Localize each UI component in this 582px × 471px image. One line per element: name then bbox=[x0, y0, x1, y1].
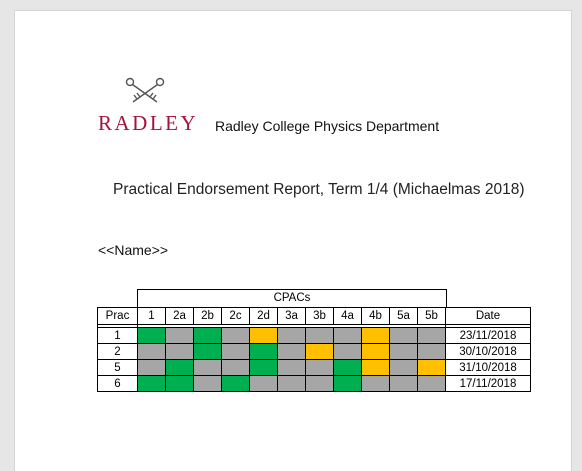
prac-number: 6 bbox=[98, 376, 138, 392]
cpac-cell-4a bbox=[334, 360, 362, 376]
cpac-header-2d: 2d bbox=[250, 308, 278, 325]
cpac-cell-2c bbox=[222, 360, 250, 376]
prac-header: Prac bbox=[98, 308, 138, 325]
cpac-cell-5b bbox=[418, 360, 446, 376]
cpac-cell-5a bbox=[390, 328, 418, 344]
cpac-cell-4a bbox=[334, 344, 362, 360]
cpac-cell-2c bbox=[222, 328, 250, 344]
cpac-cell-2a bbox=[166, 360, 194, 376]
cpac-cell-1 bbox=[138, 360, 166, 376]
cpac-header-5b: 5b bbox=[418, 308, 446, 325]
cpac-cell-1 bbox=[138, 376, 166, 392]
cpac-cell-2a bbox=[166, 328, 194, 344]
cpac-header-3a: 3a bbox=[278, 308, 306, 325]
cpac-cell-5a bbox=[390, 344, 418, 360]
date-cell: 23/11/2018 bbox=[446, 328, 531, 344]
table-row bbox=[98, 360, 531, 376]
cpac-cell-2b bbox=[194, 360, 222, 376]
cpac-cell-3a bbox=[278, 328, 306, 344]
document-page bbox=[14, 10, 572, 471]
cpac-cell-2c bbox=[222, 376, 250, 392]
cpac-header-4a: 4a bbox=[334, 308, 362, 325]
date-header: Date bbox=[446, 308, 531, 325]
table-row bbox=[98, 344, 531, 360]
cpac-header-2a: 2a bbox=[166, 308, 194, 325]
cpac-header-3b: 3b bbox=[306, 308, 334, 325]
cpac-cell-2a bbox=[166, 376, 194, 392]
cpac-cell-2c bbox=[222, 344, 250, 360]
date-cell: 17/11/2018 bbox=[446, 376, 531, 392]
table-row bbox=[98, 376, 531, 392]
cpac-header-5a: 5a bbox=[390, 308, 418, 325]
date-cell: 31/10/2018 bbox=[446, 360, 531, 376]
header-row bbox=[98, 308, 531, 325]
cpac-cell-3b bbox=[306, 328, 334, 344]
radley-logo: RADLEY bbox=[98, 111, 199, 135]
crossed-keys-icon bbox=[123, 77, 167, 105]
cpac-cell-1 bbox=[138, 344, 166, 360]
cpac-cell-5a bbox=[390, 376, 418, 392]
cpac-cell-4b bbox=[362, 360, 390, 376]
cpac-cell-3b bbox=[306, 344, 334, 360]
cpac-cell-4a bbox=[334, 328, 362, 344]
cpac-cell-2d bbox=[250, 376, 278, 392]
cpac-table bbox=[97, 307, 531, 392]
cpac-header-1: 1 bbox=[138, 308, 166, 325]
cpac-header-2c: 2c bbox=[222, 308, 250, 325]
prac-number: 5 bbox=[98, 360, 138, 376]
cpacs-group-header: CPACs bbox=[137, 289, 447, 307]
cpac-cell-3a bbox=[278, 360, 306, 376]
cpac-cell-1 bbox=[138, 328, 166, 344]
date-cell: 30/10/2018 bbox=[446, 344, 531, 360]
cpac-cell-3b bbox=[306, 360, 334, 376]
cpac-cell-3a bbox=[278, 376, 306, 392]
cpac-cell-4b bbox=[362, 376, 390, 392]
cpac-cell-4b bbox=[362, 344, 390, 360]
student-name-placeholder: <<Name>> bbox=[98, 242, 169, 258]
department-name: Radley College Physics Department bbox=[215, 118, 440, 134]
report-title: Practical Endorsement Report, Term 1/4 (Michaelmas 2018) bbox=[113, 181, 525, 198]
table-row bbox=[98, 328, 531, 344]
cpac-header-4b: 4b bbox=[362, 308, 390, 325]
cpac-cell-2d bbox=[250, 360, 278, 376]
cpac-cell-5a bbox=[390, 360, 418, 376]
cpac-cell-3b bbox=[306, 376, 334, 392]
cpac-header-2b: 2b bbox=[194, 308, 222, 325]
cpac-cell-3a bbox=[278, 344, 306, 360]
cpac-cell-5b bbox=[418, 344, 446, 360]
cpac-cell-2b bbox=[194, 344, 222, 360]
cpac-cell-4a bbox=[334, 376, 362, 392]
prac-number: 1 bbox=[98, 328, 138, 344]
cpac-cell-2b bbox=[194, 376, 222, 392]
cpac-cell-4b bbox=[362, 328, 390, 344]
cpac-cell-2d bbox=[250, 344, 278, 360]
prac-number: 2 bbox=[98, 344, 138, 360]
cpac-cell-2b bbox=[194, 328, 222, 344]
cpac-cell-2d bbox=[250, 328, 278, 344]
cpac-cell-5b bbox=[418, 328, 446, 344]
cpac-cell-2a bbox=[166, 344, 194, 360]
cpac-cell-5b bbox=[418, 376, 446, 392]
